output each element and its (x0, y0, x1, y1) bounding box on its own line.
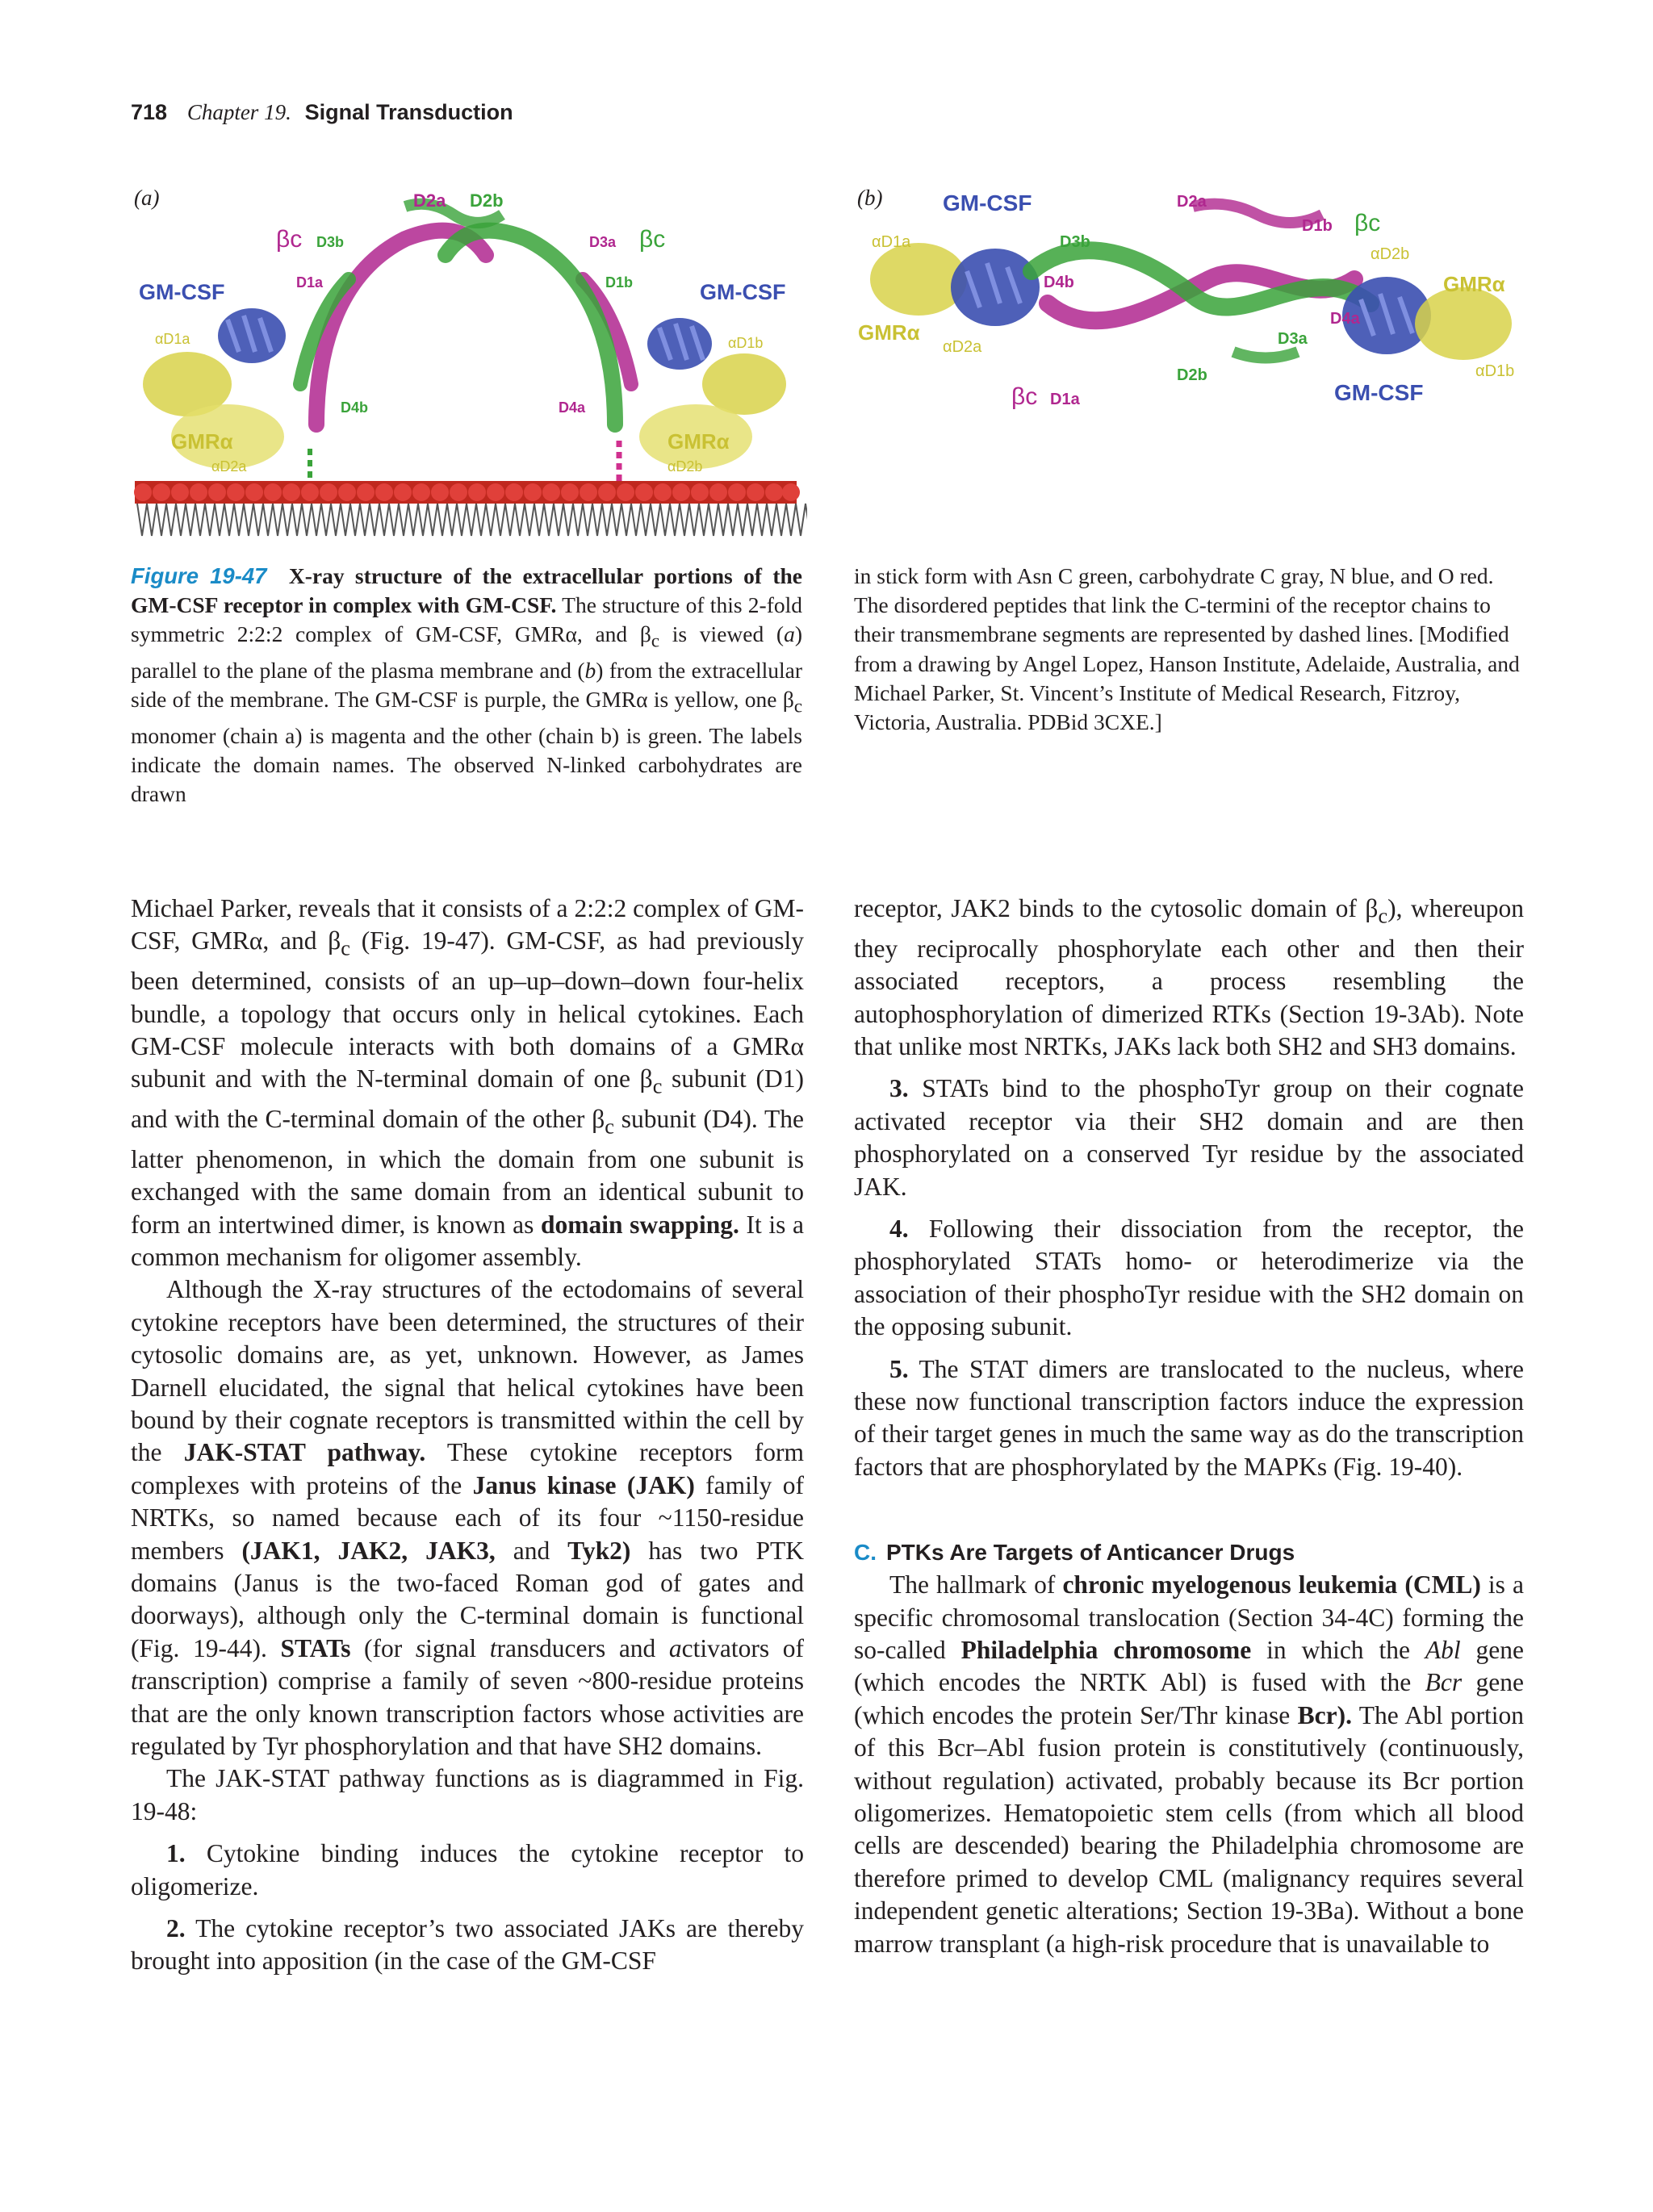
caption-text: The structure of this 2-fold symmetric 2:2:2 complex of GM-CSF, GMRα, and β (131, 592, 803, 647)
paragraph: Michael Parker, reveals that it consists of a 2:2:2 complex of GM-CSF, GMRα, and $\beta_c$ (Fig. 19-47). GM-CSF, as had previously been determined, consists of an up–up–down–down four-helix bundle, a topology that occurs only in helical cytokines. Each GM-CSF molecule interacts with both domains of a GMRα subunit and with the N-terminal domain of one $\beta_c$ subunit (D1) and with the C-terminal domain of the other $\beta_c$ subunit (D4). The latter phenomenon, in which the domain from one subunit is exchanged with the same domain from an identical subunit to form an intertwined dimer, is known as domain swapping. It is a common mechanism for oligomer assembly. (131, 894, 805, 1271)
protein-structure-top-view (854, 182, 1524, 529)
term-philadelphia: Philadelphia chromosome (960, 1636, 1252, 1665)
list-item: 1. Cytokine binding induces the cytokine receptor to oligomerize. (131, 1839, 804, 1900)
section-title: Signal Transduction (304, 100, 513, 124)
term-jak-stat: JAK-STAT pathway. (183, 1438, 426, 1467)
label-b-d2b: D2b (1177, 366, 1207, 384)
gmcsf-left-b (951, 249, 1040, 326)
label-bc-left: βc (276, 226, 303, 253)
term-cml: chronic myelogenous leukemia (CML) (1062, 1570, 1481, 1599)
caption-text: monomer (chain a) is magenta and the other (chain b) is green. The labels indicate the domain names. The observed N-linked carbohydrates are drawn (131, 723, 802, 807)
figure-caption-left (131, 562, 802, 809)
figure-panel-a (131, 182, 807, 554)
label-d3b: D3b (316, 234, 345, 250)
term-jak: Janus kinase (JAK) (472, 1470, 695, 1499)
label-b-d4b: D4b (1044, 274, 1074, 291)
protein-structure-side-view (131, 182, 807, 554)
paragraph: Although the X-ray structures of the ectodomains of several cytokine receptors have been determined, the structures of their cytosolic domains are, as yet, unknown. However, as James Darnell elucidated, the signal that helical cytokines have been bound by their cognate receptors is transmitted within the cell by the JAK-STAT pathway. These cytokine receptors form complexes with proteins of the Janus kinase (JAK) family of NRTKs, so named because each of its four ~1150-residue members (JAK1, JAK2, JAK3, and Tyk2) has two PTK domains (Janus is the two-faced Roman god of gates and doorways), although only the C-terminal domain is functional (Fig. 19-44). STATs (for signal transducers and activators of transcription) comprise a family of seven ~800-residue proteins that are the only known transcription factors whose activities are regulated by Tyr phosphorylation and that have SH2 domains. (131, 1275, 805, 1761)
label-d2b: D2b (470, 190, 504, 211)
caption-italic: b (584, 658, 596, 684)
label-ad2a: αD2a (211, 458, 247, 475)
paragraph: The JAK-STAT pathway functions as is diagrammed in Fig. 19-48: (131, 1764, 804, 1825)
caption-subscript: c (651, 630, 660, 651)
label-d1a: D1a (296, 274, 324, 291)
page-number: 718 (131, 100, 168, 124)
paragraph: receptor, JAK2 binds to the cytosolic domain of $\beta_c$), whereupon they reciprocally phosphorylate each other and then their associated receptors, a process resembling the autophosphorylation of dimerized RTKs (Section 19-3Ab). Note that unlike most NRTKs, JAKs lack both SH2 and SH3 domains. (854, 894, 1524, 1060)
term-domain-swapping: domain swapping. (540, 1210, 739, 1239)
label-bc-right: βc (639, 226, 666, 253)
label-b-d3b: D3b (1060, 233, 1090, 251)
label-b-gmra-left: GMRα (858, 320, 920, 345)
running-header (131, 100, 513, 125)
caption-italic: a (784, 621, 795, 647)
label-b-ad1a: αD1a (872, 233, 911, 251)
label-gmcsf-right: GM-CSF (700, 280, 786, 304)
label-gmra-right: GMRα (667, 429, 730, 454)
paragraph: The hallmark of chronic myelogenous leukemia (CML) is a specific chromosomal translocation (Section 34-4C) forming the so-called Philadelphia chromosome in which the Abl gene (which encodes the NRTK Abl) is fused with the Bcr gene (which encodes the protein Ser/Thr kinase Bcr). The Abl portion of this Bcr–Abl fusion protein is constitutively (continuously, without regulation) activated, probably because its Bcr portion oligomerizes. Hematopoietic stem cells (from which all blood cells are descended) bearing the Philadelphia chromosome are therefore primed to develop CML (malignancy requires several independent genetic alterations; Section 19-3Ba). Without a bone marrow transplant (a high-risk procedure that is unavailable to (854, 1570, 1525, 1958)
label-b-bc-bottom: βc (1011, 383, 1038, 410)
figure-panel-b (854, 182, 1524, 529)
label-d4a: D4a (559, 399, 586, 416)
subsection-title: PTKs Are Targets of Anticancer Drugs (886, 1540, 1295, 1566)
caption-text: is viewed ( (659, 621, 785, 647)
beta-c-chain-a (316, 231, 634, 424)
gmcsf-left (218, 308, 286, 363)
term-stats: STATs (280, 1633, 351, 1662)
label-b-ad2b: αD2b (1371, 245, 1410, 263)
label-b-d1a: D1a (1050, 391, 1080, 408)
label-d4b: D4b (341, 399, 369, 416)
beta-c-chain-b (300, 204, 615, 424)
label-ad1b: αD1b (728, 335, 764, 351)
gmra-right-b (1415, 287, 1512, 360)
list-item: 3. STATs bind to the phosphoTyr group on their cognate activated receptor via their SH2 domain and are then phosphorylated on a conserved Tyr residue by the associated JAK. (854, 1074, 1524, 1201)
gmcsf-right (647, 318, 712, 370)
label-b-gmcsf-bottom: GM-CSF (1334, 380, 1424, 405)
label-b-ad2a: αD2a (943, 338, 982, 356)
panel-b-label: (b) (857, 186, 883, 210)
label-gmra-left: GMRα (171, 429, 233, 454)
label-gmcsf-left: GM-CSF (139, 280, 225, 304)
label-d3a: D3a (589, 234, 617, 250)
label-b-d2a: D2a (1177, 193, 1207, 211)
subsection-heading (854, 1537, 1524, 1569)
figure-number: Figure 19-47 (131, 563, 267, 588)
label-ad1a: αD1a (155, 331, 190, 347)
body-column-left (131, 893, 804, 1978)
panel-a-label: (a) (134, 186, 160, 210)
plasma-membrane (134, 481, 807, 536)
label-b-bc-top: βc (1354, 210, 1381, 236)
label-b-gmra-right: GMRα (1443, 272, 1505, 296)
label-b-ad1b: αD1b (1475, 362, 1515, 380)
label-ad2b: αD2b (667, 458, 703, 475)
list-item: 2. The cytokine receptor’s two associated JAKs are thereby brought into apposition (in the case of the GM-CSF (131, 1914, 804, 1976)
list-item: 4. Following their dissociation from the receptor, the phosphorylated STATs homo- or heterodimerize via the association of their phosphoTyr residue with the SH2 domain on the opposing subunit. (854, 1214, 1524, 1341)
figure-caption-right: in stick form with Asn C green, carbohydrate C gray, N blue, and O red. The disordered peptides that link the C-termini of the receptor chains to their transmembrane segments are represented by dashed lines. [Modified from a drawing by Angel Lopez, Hanson Institute, Adelaide, Australia, and Michael Parker, St. Vincent’s Institute of Medical Research, Fitzroy, Victoria, Australia. PDBid 3CXE.] (854, 563, 1520, 735)
caption-text: ) parallel to the plane of the plasma membrane and ( (131, 621, 802, 684)
label-d2a: D2a (413, 190, 446, 211)
chapter-label: Chapter 19. (186, 100, 291, 124)
caption-subscript: c (793, 696, 802, 717)
subsection-letter: C. (854, 1540, 877, 1566)
label-d1b: D1b (605, 274, 634, 291)
label-b-gmcsf-top: GM-CSF (943, 190, 1032, 215)
body-column-right (854, 893, 1524, 1960)
label-b-d3a: D3a (1278, 330, 1308, 348)
label-b-d1b: D1b (1302, 217, 1333, 235)
label-b-d4a: D4a (1330, 310, 1360, 328)
caption-text: ) from the extracellular side of the membrane. The GM-CSF is purple, the GMRα is yellow, one β (131, 658, 802, 713)
list-item: 5. The STAT dimers are translocated to the nucleus, where these now functional transcription factors induce the expression of their target genes in much the same way as do the transcription factors that are phosphorylated by the MAPKs (Fig. 19-40). (854, 1354, 1524, 1481)
figure-title: X-ray structure of the extracellular portions of the GM-CSF receptor in complex with GM-CSF. (131, 563, 802, 618)
